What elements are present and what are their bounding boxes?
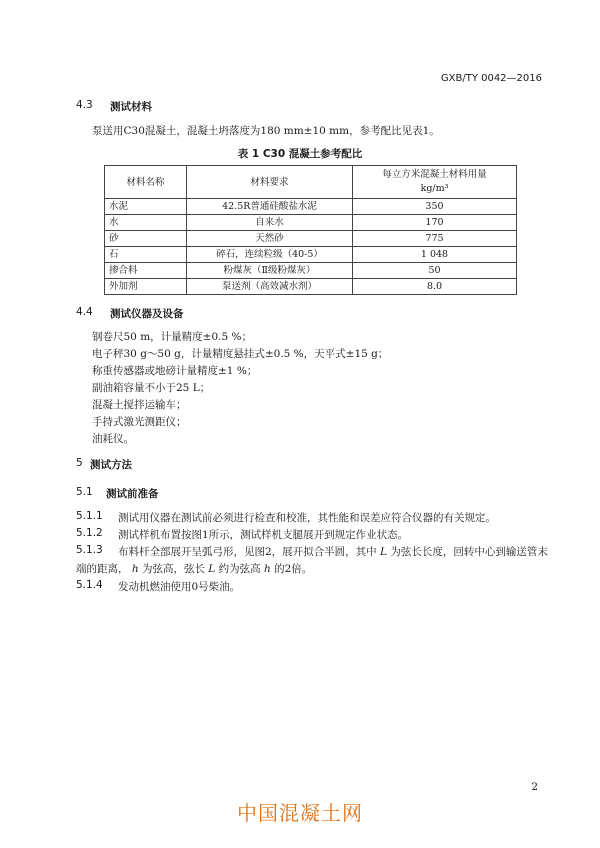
cell-material: 水 xyxy=(105,215,187,231)
section-4-3-number: 4.3 xyxy=(76,99,93,111)
clause-5-1-3-number: 5.1.3 xyxy=(76,544,103,556)
clause-text: 布料杆全部展开呈弧弓形，见图2，展开拟合半圆，其中 xyxy=(118,546,377,558)
cell-requirement: 天然砂 xyxy=(187,231,353,247)
clause-text: 约为弦高 xyxy=(218,563,261,575)
header-dosage-unit: kg/m³ xyxy=(420,183,449,194)
cell-requirement: 自来水 xyxy=(187,215,353,231)
table-row xyxy=(105,263,517,279)
site-watermark: 中国混凝土网 xyxy=(237,801,363,825)
header-dosage-label: 每立方米混凝土材料用量 xyxy=(382,169,487,180)
clause-5-1-1-text: 测试用仪器在测试前必须进行检查和校准，其性能和误差应符合仪器的有关规定。 xyxy=(118,512,496,524)
clause-5-1-2-text: 测试样机布置按图1所示，测试样机支腿展开到规定作业状态。 xyxy=(118,529,409,541)
variable-L: L xyxy=(208,563,216,575)
table-header-row xyxy=(105,166,517,199)
cell-material: 砂 xyxy=(105,231,187,247)
mix-proportion-table xyxy=(104,165,517,295)
cell-material: 水泥 xyxy=(105,199,187,215)
clause-5-1-4-number: 5.1.4 xyxy=(76,579,103,591)
equipment-item: 电子秤30 g～50 g，计量精度悬挂式±0.5 %，天平式±15 g； xyxy=(92,348,389,360)
variable-L: L xyxy=(380,546,388,558)
equipment-item: 混凝土搅拌运输车； xyxy=(92,399,187,411)
variable-h: h xyxy=(131,563,139,575)
cell-dosage: 170 xyxy=(353,215,517,231)
clause-5-1-4-text: 发动机燃油使用0号柴油。 xyxy=(118,581,241,593)
cell-requirement: 42.5R普通硅酸盐水泥 xyxy=(187,199,353,215)
equipment-item: 副油箱容量不小于25 L； xyxy=(92,382,211,394)
cell-requirement: 泵送剂（高效减水剂） xyxy=(187,279,353,295)
variable-h: h xyxy=(263,563,271,575)
section-5-title: 测试方法 xyxy=(90,459,132,471)
cell-material: 石 xyxy=(105,247,187,263)
clause-text: 为弦高，弦长 xyxy=(141,563,205,575)
cell-requirement: 碎石，连续粒级（40-5） xyxy=(187,247,353,263)
table-row xyxy=(105,231,517,247)
table-row xyxy=(105,279,517,295)
cell-dosage: 775 xyxy=(353,231,517,247)
cell-dosage: 50 xyxy=(353,263,517,279)
table-row xyxy=(105,215,517,231)
section-4-3-title: 测试材料 xyxy=(110,101,152,113)
equipment-item: 手持式激光测距仪； xyxy=(92,416,187,428)
cell-requirement: 粉煤灰（Ⅱ级粉煤灰） xyxy=(187,263,353,279)
cell-dosage: 1 048 xyxy=(353,247,517,263)
table-row xyxy=(105,247,517,263)
equipment-item: 油耗仪。 xyxy=(92,433,134,445)
section-4-4-number: 4.4 xyxy=(76,306,93,318)
clause-5-1-3-line-1 xyxy=(118,544,548,559)
section-5-1-title: 测试前准备 xyxy=(106,488,159,500)
clause-text: 端的距离， xyxy=(76,563,129,575)
cell-dosage: 350 xyxy=(353,199,517,215)
page-number: 2 xyxy=(531,781,538,793)
clause-5-1-2-number: 5.1.2 xyxy=(76,527,103,539)
header-material-requirement: 材料要求 xyxy=(187,166,353,199)
clause-text: 为弦长长度，回转中心到输送管末 xyxy=(390,546,548,558)
header-material-name: 材料名称 xyxy=(105,166,187,199)
section-4-4-title: 测试仪器及设备 xyxy=(110,308,184,320)
clause-5-1-1-number: 5.1.1 xyxy=(76,510,103,522)
table-row xyxy=(105,199,517,215)
section-4-3-text: 泵送用C30混凝土，混凝土坍落度为180 mm±10 mm，参考配比见表1。 xyxy=(92,125,440,137)
section-5-1-number: 5.1 xyxy=(76,486,93,498)
table-1-caption: 表 1 C30 混凝土参考配比 xyxy=(237,148,363,160)
header-dosage xyxy=(353,166,517,199)
cell-material: 外加剂 xyxy=(105,279,187,295)
clause-5-1-3-line-2 xyxy=(76,561,312,576)
clause-text: 的2倍。 xyxy=(274,563,313,575)
equipment-item: 称重传感器或地磅计量精度±1 %； xyxy=(92,365,258,377)
section-5-number: 5 xyxy=(76,457,83,469)
document-code: GXB/TY 0042—2016 xyxy=(440,73,542,84)
cell-material: 掺合料 xyxy=(105,263,187,279)
equipment-item: 钢卷尺50 m，计量精度±0.5 %； xyxy=(92,331,252,343)
cell-dosage: 8.0 xyxy=(353,279,517,295)
